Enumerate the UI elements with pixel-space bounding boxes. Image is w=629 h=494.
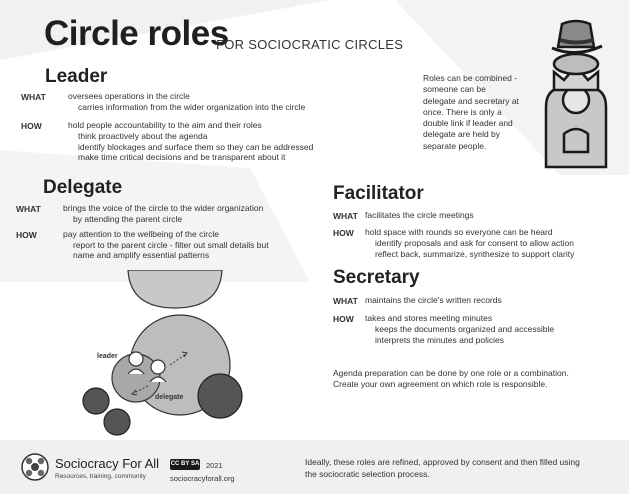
roles-combined-note: Roles can be combined - someone can be delegate and secretary at once. There is only a double link if leader and delegate are held by separate people. <box>423 73 519 151</box>
facilitator-what-1: facilitates the circle meetings <box>365 210 474 220</box>
secretary-how-3: interprets the minutes and policies <box>375 335 504 345</box>
leader-heading: Leader <box>45 66 108 87</box>
leader-how-2: think proactively about the agenda <box>78 131 208 141</box>
role-hats-illustration <box>536 12 616 172</box>
leader-what-2: carries information from the wider organization into the circle <box>78 102 306 112</box>
agenda-note-line-2: Create your own agreement on which role is responsible. <box>333 379 548 389</box>
facilitator-what-label: WHAT <box>333 211 358 221</box>
cc-license-badge: CC BY SA <box>170 459 200 470</box>
footer-year: 2021 <box>206 461 223 470</box>
delegate-what-label: WHAT <box>16 204 41 214</box>
secretary-how-1: takes and stores meeting minutes <box>365 313 493 323</box>
footer-site-link[interactable]: sociocracyforall.org <box>170 474 235 483</box>
delegate-how-2: report to the parent circle - filter out small details but <box>73 240 269 250</box>
delegate-how-3: name and amplify essential patterns <box>73 250 210 260</box>
delegate-how-label: HOW <box>16 230 37 240</box>
leader-how-1: hold people accountability to the aim and their roles <box>68 120 262 130</box>
facilitator-how-3: reflect back, summarize, synthesize to support clarity <box>375 249 575 259</box>
secretary-how-label: HOW <box>333 314 354 324</box>
leader-how-4: make time critical decisions and be transparent about it <box>78 152 286 162</box>
leader-what-1: oversees operations in the circle <box>68 91 190 101</box>
diagram-delegate-label: delegate <box>155 394 184 401</box>
page-subtitle: FOR SOCIOCRATIC CIRCLES <box>216 37 404 52</box>
footer-tagline: Resources, training, community <box>55 473 147 480</box>
agenda-note-line-1: Agenda preparation can be done by one role or a combination. <box>333 368 569 378</box>
facilitator-how-2: identify proposals and ask for consent to allow action <box>375 238 574 248</box>
facilitator-how-1: hold space with rounds so everyone can be heard <box>365 227 553 237</box>
secretary-how-2: keeps the documents organized and accessible <box>375 324 555 334</box>
delegate-what-1: brings the voice of the circle to the wider organization <box>63 203 264 213</box>
leader-how-3: identify blockages and surface them so they can be addressed <box>78 142 314 152</box>
leader-what-label: WHAT <box>21 92 46 102</box>
page-title: Circle roles <box>44 14 229 53</box>
facilitator-heading: Facilitator <box>333 183 424 204</box>
delegate-heading: Delegate <box>43 177 123 198</box>
leader-how-label: HOW <box>21 121 42 131</box>
secretary-what-label: WHAT <box>333 296 358 306</box>
secretary-heading: Secretary <box>333 267 420 288</box>
diagram-leader-label: leader <box>97 353 118 360</box>
delegate-how-1: pay attention to the wellbeing of the circle <box>63 229 219 239</box>
footer-note: Ideally, these roles are refined, approved by consent and then filled using the sociocratic selection process. <box>305 457 580 479</box>
delegate-what-2: by attending the parent circle <box>73 214 183 224</box>
footer-brand: Sociocracy For All <box>55 456 160 471</box>
sociocracy-logo-icon <box>20 452 50 482</box>
secretary-what-1: maintains the circle's written records <box>365 295 502 305</box>
facilitator-how-label: HOW <box>333 228 354 238</box>
